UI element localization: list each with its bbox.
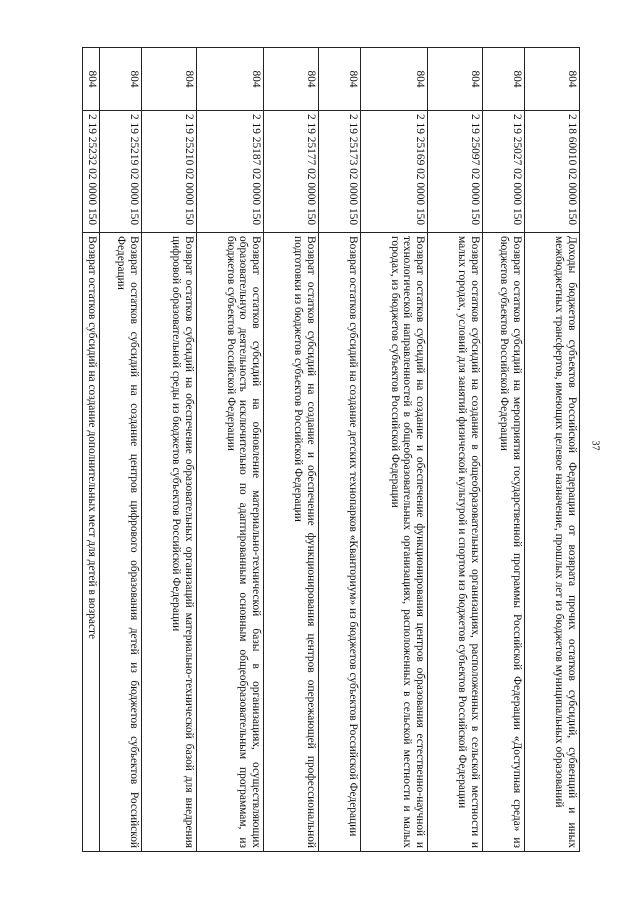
- table-row: [483, 48, 525, 852]
- income-name-cell: Возврат остатков субсидий на создание центров цифрового образования детей из бюджетов субъектов Российской Федерации: [100, 233, 142, 852]
- admin-code-cell: 804: [483, 48, 525, 111]
- budget-code-cell: 2 19 25097 02 0000 150: [428, 111, 483, 233]
- budget-code-cell: 2 19 25027 02 0000 150: [483, 111, 525, 233]
- admin-code-cell: 804: [83, 48, 100, 111]
- budget-code-cell: 2 19 25232 02 0000 150: [83, 111, 100, 233]
- income-name-cell: Возврат остатков субсидий на создание и обеспечение функционирования центров опережающей профессиональной подготовки из бюджетов субъектов Российской Федерации: [264, 233, 319, 852]
- income-name-cell: Возврат остатков субсидий на создание и обеспечение функционирования центров образования естественно-научной и технологической направленностей в общеобразовательных организациях, расположенных в сельской местности и малых городах, из бюджетов субъектов Российской Федерации: [361, 233, 428, 852]
- income-name-cell: Возврат остатков субсидий на создание дополнительных мест для детей в возрасте: [83, 233, 100, 852]
- admin-code-cell: 804: [100, 48, 142, 111]
- income-name-cell: Возврат остатков субсидий на обновление материально-технической базы в организациях, осуществляющих образовательную деятельность исключительно по адаптированным основным общеобразовательным программам, из бюджетов субъектов Российской Федерации: [197, 233, 264, 852]
- budget-code-cell: 2 19 25173 02 0000 150: [319, 111, 361, 233]
- budget-code-cell: 2 19 25219 02 0000 150: [100, 111, 142, 233]
- table-row: [264, 48, 319, 852]
- table-row: [100, 48, 142, 852]
- budget-code-cell: 2 19 25177 02 0000 150: [264, 111, 319, 233]
- table-row: [525, 48, 580, 852]
- income-name-cell: Возврат остатков субсидий на мероприятия государственной программы Российской Федерации «Доступная среда» из бюджетов субъектов Российской Федерации: [483, 233, 525, 852]
- admin-code-cell: 804: [197, 48, 264, 111]
- table-row: [319, 48, 361, 852]
- budget-code-cell: 2 18 60010 02 0000 150: [525, 111, 580, 233]
- admin-code-cell: 804: [361, 48, 428, 111]
- table-row: [83, 48, 100, 852]
- table-row: [197, 48, 264, 852]
- income-name-cell: Возврат остатков субсидий на обеспечение образовательных организаций материально-технической базой для внедрения цифровой образовательной среды из бюджетов субъектов Российской Федерации: [142, 233, 197, 852]
- admin-code-cell: 804: [319, 48, 361, 111]
- table-row: [142, 48, 197, 852]
- income-name-cell: Доходы бюджетов субъектов Российской Федерации от возврата прочих остатков субсидий, субвенций и иных межбюджетных трансфертов, имеющих целевое назначение, прошлых лет из бюджетов муниципальных образований: [525, 233, 580, 852]
- table-row: [428, 48, 483, 852]
- page-number: 37: [589, 440, 601, 451]
- table-row: [361, 48, 428, 852]
- budget-classification-table: [82, 47, 580, 852]
- income-name-cell: Возврат остатков субсидий на создание в общеобразовательных организациях, расположенных в сельской местности и малых городах, условий для занятий физической культурой и спортом из бюджетов субъектов Российской Федерации: [428, 233, 483, 852]
- income-name-cell: Возврат остатков субсидий на создание детских технопарков «Кванториум» из бюджетов субъектов Российской Федерации: [319, 233, 361, 852]
- rotated-table-container: [62, 47, 580, 852]
- admin-code-cell: 804: [142, 48, 197, 111]
- budget-code-cell: 2 19 25187 02 0000 150: [197, 111, 264, 233]
- budget-code-cell: 2 19 25169 02 0000 150: [361, 111, 428, 233]
- budget-code-cell: 2 19 25210 02 0000 150: [142, 111, 197, 233]
- admin-code-cell: 804: [428, 48, 483, 111]
- admin-code-cell: 804: [525, 48, 580, 111]
- admin-code-cell: 804: [264, 48, 319, 111]
